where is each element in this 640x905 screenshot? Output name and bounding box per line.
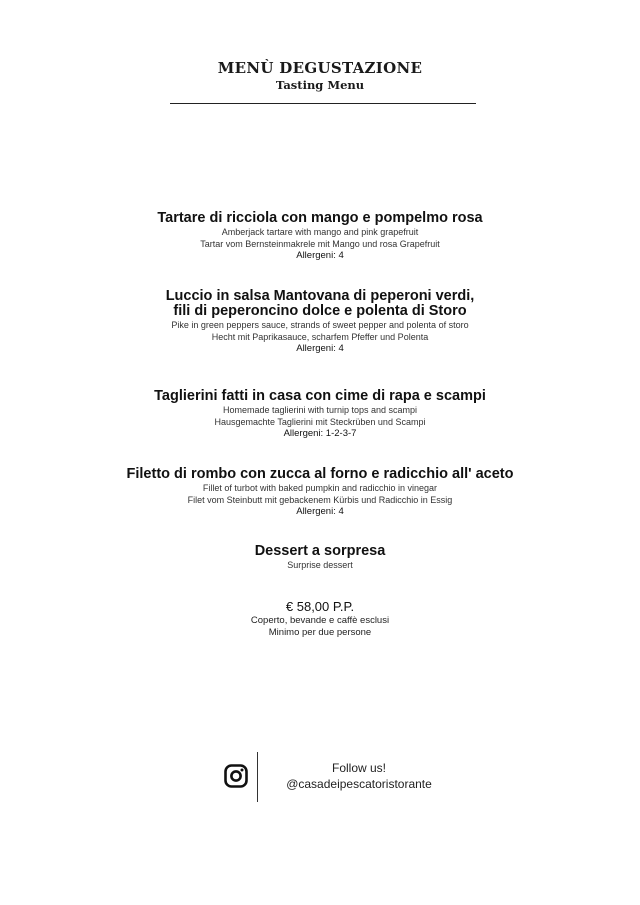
social-divider [257, 752, 258, 802]
social-text [264, 760, 454, 792]
dish-description-de: Filet vom Steinbutt mit gebackenem Kürbis und Radicchio in Essig [187, 495, 453, 505]
dish-allergens: Allergeni: 4 [296, 343, 344, 354]
dish-description-en: Fillet of turbot with baked pumpkin and radicchio in vinegar [202, 483, 438, 493]
menu-subtitle: Tasting Menu [275, 78, 365, 92]
dish-description-en: Amberjack tartare with mango and pink grapefruit [221, 227, 419, 237]
dish-name: Taglierini fatti in casa con cime di rapa e scampi [154, 388, 486, 404]
dish-name: Luccio in salsa Mantovana di peperoni verdi, fili di peperoncino dolce e polenta di Storo [165, 288, 475, 319]
social-section [224, 752, 454, 804]
dish-description-de: Hausgemachte Taglierini mit Steckrüben und Scampi [214, 417, 426, 427]
dish-allergens: Allergeni: 4 [296, 506, 344, 517]
dish-description-de: Tartar vom Bernsteinmakrele mit Mango und rosa Grapefruit [200, 239, 440, 249]
follow-us-label: Follow us! [331, 761, 387, 775]
menu-price: € 58,00 P.P. [285, 599, 355, 614]
dish-allergens: Allergeni: 1-2-3-7 [283, 428, 357, 439]
dish-name: Tartare di ricciola con mango e pompelmo rosa [157, 210, 483, 226]
price-note-minimum: Minimo per due persone [268, 627, 372, 638]
dish-name: Filetto di rombo con zucca al forno e radicchio all' aceto [126, 466, 514, 482]
dish-description-en: Surprise dessert [287, 560, 353, 570]
course-4 [0, 467, 640, 518]
price-note-exclusions: Coperto, bevande e caffè esclusi [250, 615, 390, 626]
instagram-handle[interactable]: @casadeipescatoristorante [286, 777, 432, 791]
course-5 [0, 544, 640, 571]
dish-allergens: Allergeni: 4 [296, 250, 344, 261]
header-divider [170, 103, 476, 104]
dish-description-en: Pike in green peppers sauce, strands of sweet pepper and polenta of storo [171, 320, 469, 330]
course-1 [0, 211, 640, 262]
dish-description-en: Homemade taglierini with turnip tops and scampi [222, 405, 418, 415]
course-3 [0, 389, 640, 440]
dish-name: Dessert a sorpresa [254, 543, 386, 559]
course-2 [0, 289, 640, 355]
dish-description-de: Hecht mit Paprikasauce, scharfem Pfeffer und Polenta [211, 332, 429, 342]
instagram-icon[interactable] [224, 764, 248, 788]
pricing [0, 599, 640, 639]
menu-header [0, 58, 640, 93]
menu-title: MENÙ DEGUSTAZIONE [217, 59, 423, 77]
